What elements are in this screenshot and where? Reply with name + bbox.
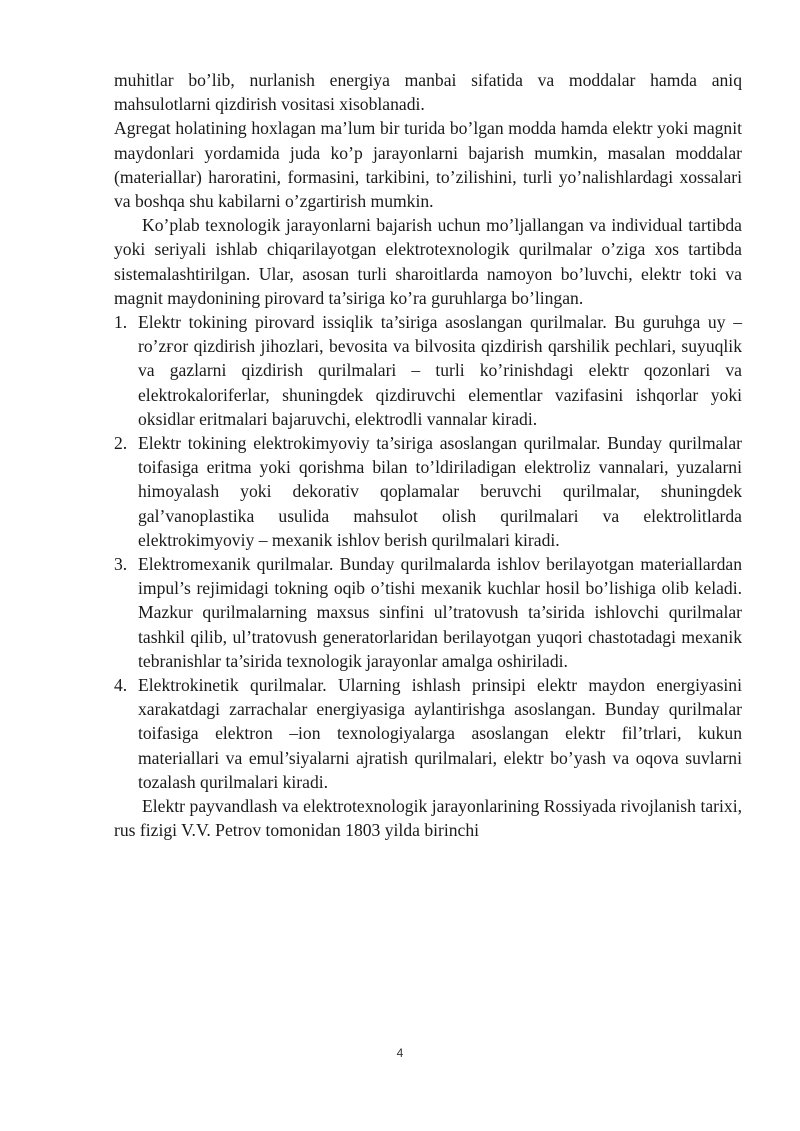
list-item (114, 673, 742, 794)
list-text: Elektr tokining pirovard issiqlik ta’siriga asoslangan qurilmalar. Bu guruhga uy –ro’zғor qizdirish jihozlari, bevosita va bilvosita qizdirish qarshilik pechlari, suyuqlik va gazlarni qizdirish qurilmalari – turli ko’rinishdagi elektr qozonlari va elektrokaloriferlar, shuningdek qizdiruvchi elementlar vazifasini ishqorlar yoki oksidlar eritmalari bajaruvchi, elektrodli vannalar kiradi. (138, 312, 742, 429)
list-item (114, 310, 742, 431)
list-number: 2. (114, 433, 128, 454)
list-item (114, 431, 742, 552)
list-text: Elektromexanik qurilmalar. Bunday qurilmalarda ishlov berilayotgan materiallardan impul’s rejimidagi tokning oqib o’tishi mexanik kuchlar hosil bo’lishiga olib keladi. Mazkur qurilmalarning maxsus sinfini ul’tratovush ta’sirida ishlovchi qurilmalar tashkil qilib, ul’tratovush generatorlaridan berilayotgan yuqori chastotadagi mexanik tebranishlar ta’sirida texnologik jarayonlar amalga oshiriladi. (138, 554, 742, 671)
paragraph: Ko’plab texnologik jarayonlarni bajarish uchun mo’ljallangan va individual tartibda yoki seriyali ishlab chiqarilayotgan elektrotexnologik qurilmalar o’ziga xos tartibda sistemalashtirilgan. Ular, asosan turli sharoitlarda namoyon bo’luvchi, elektr toki va magnit maydonining pirovard ta’siriga ko’ra guruhlarga bo’lingan. (114, 215, 742, 308)
paragraph: Agregat holatining hoxlagan ma’lum bir turida bo’lgan modda hamda elektr yoki magnit maydonlari yordamida juda ko’p jarayonlarni bajarish mumkin, masalan moddalar (materiallar) haroratini, formasini, tarkibini, to’zilishini, turli yo’nalishlardagi xossalari va boshqa shu kabilarni o’zgartirish mumkin. (114, 118, 742, 212)
list-item (114, 552, 742, 673)
paragraph: Elektr payvandlash va elektrotexnologik jarayonlarining Rossiyada rivojlanish tarixi, rus fizigi V.V. Petrov tomonidan 1803 yilda birinchi (114, 796, 742, 841)
paragraph: muhitlar bo’lib, nurlanish energiya manbai sifatida va moddalar hamda aniq mahsulotlarni qizdirish vositasi xisoblanadi. (114, 70, 742, 115)
numbered-list (114, 310, 742, 794)
list-number: 3. (114, 554, 128, 575)
page-number: 4 (396, 1046, 404, 1060)
list-text: Elektr tokining elektrokimyoviy ta’siriga asoslangan qurilmalar. Bunday qurilmalar toifasiga eritma yoki qorishma bilan to’ldiriladigan elektroliz vannalari, yuzalarni himoyalash yoki dekorativ qoplamalar beruvchi qurilmalar, shuningdek gal’vanoplastika usulida mahsulot olish qurilmalari va elektrolitlarda elektrokimyoviy – mexanik ishlov berish qurilmalari kiradi. (138, 433, 742, 550)
document-page (114, 68, 742, 843)
list-text: Elektrokinetik qurilmalar. Ularning ishlash prinsipi elektr maydon energiyasini xarakatdagi zarrachalar energiyasiga aylantirishga asoslangan. Bunday qurilmalar toifasiga elektron –ion texnologiyalarga asoslangan elektr fil’trlari, kukun materiallari va emul’siyalarni ajratish qurilmalari, elektr bo’yash va oqova suvlarni tozalash qurilmalari kiradi. (138, 675, 742, 792)
list-number: 1. (114, 312, 128, 333)
list-number: 4. (114, 675, 128, 696)
